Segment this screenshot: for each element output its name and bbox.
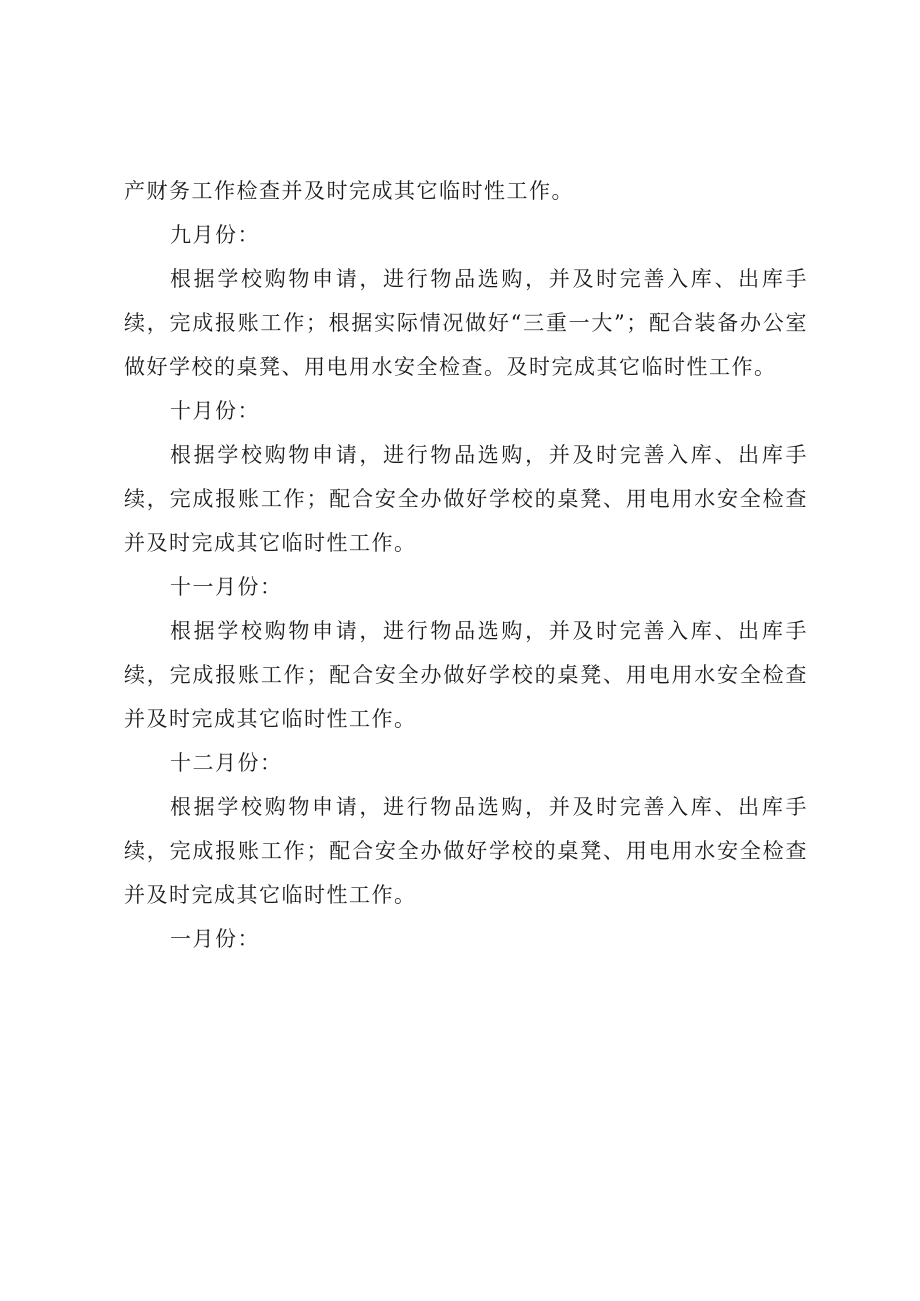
section-heading-december: 十二月份： [170,751,283,775]
section-body-december: 根据学校购物申请，进行物品选购，并及时完善入库、出库手续，完成报账工作；配合安全办做好学校的桌凳、用电用水安全检查并及时完成其它临时性工作。 [124,795,808,907]
continuation-paragraph: 产财务工作检查并及时完成其它临时性工作。 [124,179,574,203]
section-body-october: 根据学校购物申请，进行物品选购，并及时完善入库、出库手续，完成报账工作；配合安全办做好学校的桌凳、用电用水安全检查并及时完成其它临时性工作。 [124,443,808,555]
section-heading-october: 十月份： [170,399,260,423]
section-body-november: 根据学校购物申请，进行物品选购，并及时完善入库、出库手续，完成报账工作；配合安全办做好学校的桌凳、用电用水安全检查并及时完成其它临时性工作。 [124,619,808,731]
section-heading-january: 一月份： [170,927,260,951]
document-body [124,169,808,961]
section-body-september: 根据学校购物申请，进行物品选购，并及时完善入库、出库手续，完成报账工作；根据实际情况做好“三重一大”；配合装备办公室做好学校的桌凳、用电用水安全检查。及时完成其它临时性工作。 [124,267,808,379]
section-heading-november: 十一月份： [170,575,283,599]
section-heading-september: 九月份： [170,223,260,247]
